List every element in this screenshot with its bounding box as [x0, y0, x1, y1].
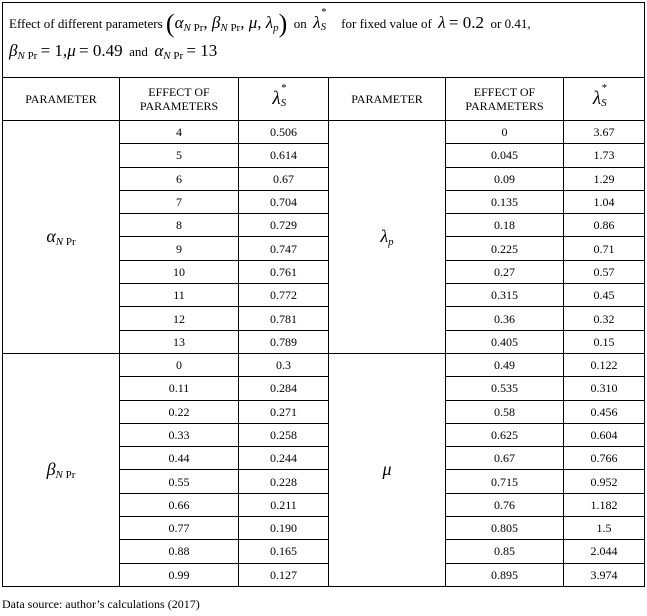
effect-value-cell: 0.315	[446, 284, 564, 307]
caption-line-2: $\beta_{N Pr} = 1,\mu = 0.49$ and $\alpha_{N Pr} = 13$	[9, 41, 218, 62]
lambda-s-value-cell: 0.766	[564, 447, 645, 470]
effect-value-cell: 0.44	[120, 447, 239, 470]
parameter-symbol-mu: μ	[329, 353, 446, 586]
lambda-s-value-cell: 0.614	[239, 144, 329, 167]
effect-value-cell: 0.895	[446, 563, 564, 586]
header-row	[3, 78, 645, 121]
caption-alpha-value: = 13	[186, 41, 218, 60]
effect-value-cell: 0.49	[446, 353, 564, 376]
caption-or: or 0.41,	[490, 16, 531, 31]
effect-value-cell: 0	[446, 121, 564, 144]
effect-value-cell: 0.045	[446, 144, 564, 167]
header-effect-line1: EFFECT OF	[473, 85, 536, 99]
table-row	[3, 121, 645, 144]
effect-value-cell: 0.535	[446, 377, 564, 400]
lambda-s-value-cell: 0.761	[239, 260, 329, 283]
lambda-s-value-cell: 0.71	[564, 237, 645, 260]
lambda-s-value-cell: 0.952	[564, 470, 645, 493]
lambda-s-value-cell: 0.310	[564, 377, 645, 400]
lambda-s-value-cell: 0.211	[239, 493, 329, 516]
lambda-s-value-cell: 0.57	[564, 260, 645, 283]
lambda-s-value-cell: 0.122	[564, 353, 645, 376]
data-source-note: Data source: author’s calculations (2017)	[2, 597, 200, 611]
lambda-s-value-cell: 1.73	[564, 144, 645, 167]
lambda-s-value-cell: 0.258	[239, 423, 329, 446]
lambda-s-value-cell: 0.244	[239, 447, 329, 470]
header-effect-left	[120, 78, 239, 121]
header-effect-line2: PARAMETERS	[465, 99, 544, 113]
parameter-symbol-alpha-npr: $\alpha_{N Pr}$	[3, 121, 120, 354]
lambda-s-value-cell: 0.506	[239, 121, 329, 144]
effect-value-cell: 9	[120, 237, 239, 260]
effect-value-cell: 0.66	[120, 493, 239, 516]
caption-prefix: Effect of different parameters	[9, 16, 163, 31]
effect-value-cell: 6	[120, 167, 239, 190]
lambda-s-value-cell: 0.284	[239, 377, 329, 400]
effect-value-cell: 0.99	[120, 563, 239, 586]
header-lambda-s-star-left: λ * S	[239, 78, 329, 121]
lambda-s-value-cell: 0.3	[239, 353, 329, 376]
lambda-s-value-cell: 0.228	[239, 470, 329, 493]
header-parameter-right: PARAMETER	[329, 78, 446, 121]
effect-value-cell: 0.22	[120, 400, 239, 423]
lambda-s-value-cell: 0.604	[564, 423, 645, 446]
header-lambda-s-star-right: λ * S	[564, 78, 645, 121]
lambda-s-value-cell: 3.67	[564, 121, 645, 144]
caption-beta-value: = 1,	[40, 41, 68, 60]
lambda-s-value-cell: 0.781	[239, 307, 329, 330]
lambda-s-value-cell: 2.044	[564, 540, 645, 563]
effect-value-cell: 13	[120, 330, 239, 353]
effect-value-cell: 0.77	[120, 517, 239, 540]
parameter-symbol-beta-npr: $\beta_{N Pr}$	[3, 353, 120, 586]
effect-value-cell: 4	[120, 121, 239, 144]
effect-value-cell: 0.11	[120, 377, 239, 400]
header-effect-right	[446, 78, 564, 121]
lambda-s-value-cell: 0.747	[239, 237, 329, 260]
lambda-s-value-cell: 1.29	[564, 167, 645, 190]
caption-lambda-value: = 0.2	[448, 13, 484, 32]
effect-value-cell: 0.625	[446, 423, 564, 446]
lambda-s-value-cell: 3.974	[564, 563, 645, 586]
effect-value-cell: 0.67	[446, 447, 564, 470]
lambda-s-value-cell: 0.45	[564, 284, 645, 307]
caption-fixed: for fixed value of	[341, 16, 432, 31]
effect-value-cell: 0.76	[446, 493, 564, 516]
effect-value-cell: 0	[120, 353, 239, 376]
lambda-s-value-cell: 0.456	[564, 400, 645, 423]
lambda-s-value-cell: 0.67	[239, 167, 329, 190]
effect-value-cell: 0.88	[120, 540, 239, 563]
header-effect-line1: EFFECT OF	[148, 85, 210, 99]
effect-value-cell: 7	[120, 190, 239, 213]
effect-value-cell: 0.55	[120, 470, 239, 493]
table-row	[3, 353, 645, 376]
effect-value-cell: 0.85	[446, 540, 564, 563]
lambda-s-value-cell: 0.86	[564, 214, 645, 237]
lambda-s-value-cell: 0.271	[239, 400, 329, 423]
effect-value-cell: 0.135	[446, 190, 564, 213]
lambda-s-value-cell: 1.182	[564, 493, 645, 516]
header-effect-line2: PARAMETERS	[139, 99, 219, 113]
parameter-effects-table	[2, 2, 645, 587]
effect-value-cell: 12	[120, 307, 239, 330]
effect-value-cell: 0.225	[446, 237, 564, 260]
effect-value-cell: 0.36	[446, 307, 564, 330]
lambda-s-value-cell: 1.5	[564, 517, 645, 540]
effect-value-cell: 0.805	[446, 517, 564, 540]
lambda-s-star-symbol: λ * S	[313, 6, 327, 33]
effect-value-cell: 0.405	[446, 330, 564, 353]
effect-value-cell: 0.33	[120, 423, 239, 446]
effect-value-cell: 11	[120, 284, 239, 307]
lambda-s-value-cell: 1.04	[564, 190, 645, 213]
effect-value-cell: 0.27	[446, 260, 564, 283]
caption-on: on	[293, 16, 307, 31]
effect-value-cell: 0.715	[446, 470, 564, 493]
lambda-s-value-cell: 0.127	[239, 563, 329, 586]
header-parameter-left: PARAMETER	[3, 78, 120, 121]
effect-value-cell: 0.09	[446, 167, 564, 190]
lambda-s-value-cell: 0.772	[239, 284, 329, 307]
lambda-s-value-cell: 0.190	[239, 517, 329, 540]
lambda-s-value-cell: 0.15	[564, 330, 645, 353]
effect-value-cell: 5	[120, 144, 239, 167]
caption-and: and	[129, 44, 148, 59]
effect-value-cell: 0.18	[446, 214, 564, 237]
lambda-s-value-cell: 0.32	[564, 307, 645, 330]
lambda-s-value-cell: 0.165	[239, 540, 329, 563]
lambda-s-value-cell: 0.729	[239, 214, 329, 237]
caption-line-1: Effect of different parameters ($\alpha_{N Pr}$, $\beta_{N Pr}$, μ, $\lambda_p$) on λ * S for fixed value of λ = 0.2 or 0.41,	[9, 6, 531, 38]
parameter-symbol-lambda-p: $\lambda_p$	[329, 121, 446, 354]
caption-mu-value: = 0.49	[78, 41, 123, 60]
lambda-s-value-cell: 0.789	[239, 330, 329, 353]
effect-value-cell: 8	[120, 214, 239, 237]
lambda-s-value-cell: 0.704	[239, 190, 329, 213]
effect-value-cell: 10	[120, 260, 239, 283]
effect-value-cell: 0.58	[446, 400, 564, 423]
table-caption	[3, 3, 645, 78]
